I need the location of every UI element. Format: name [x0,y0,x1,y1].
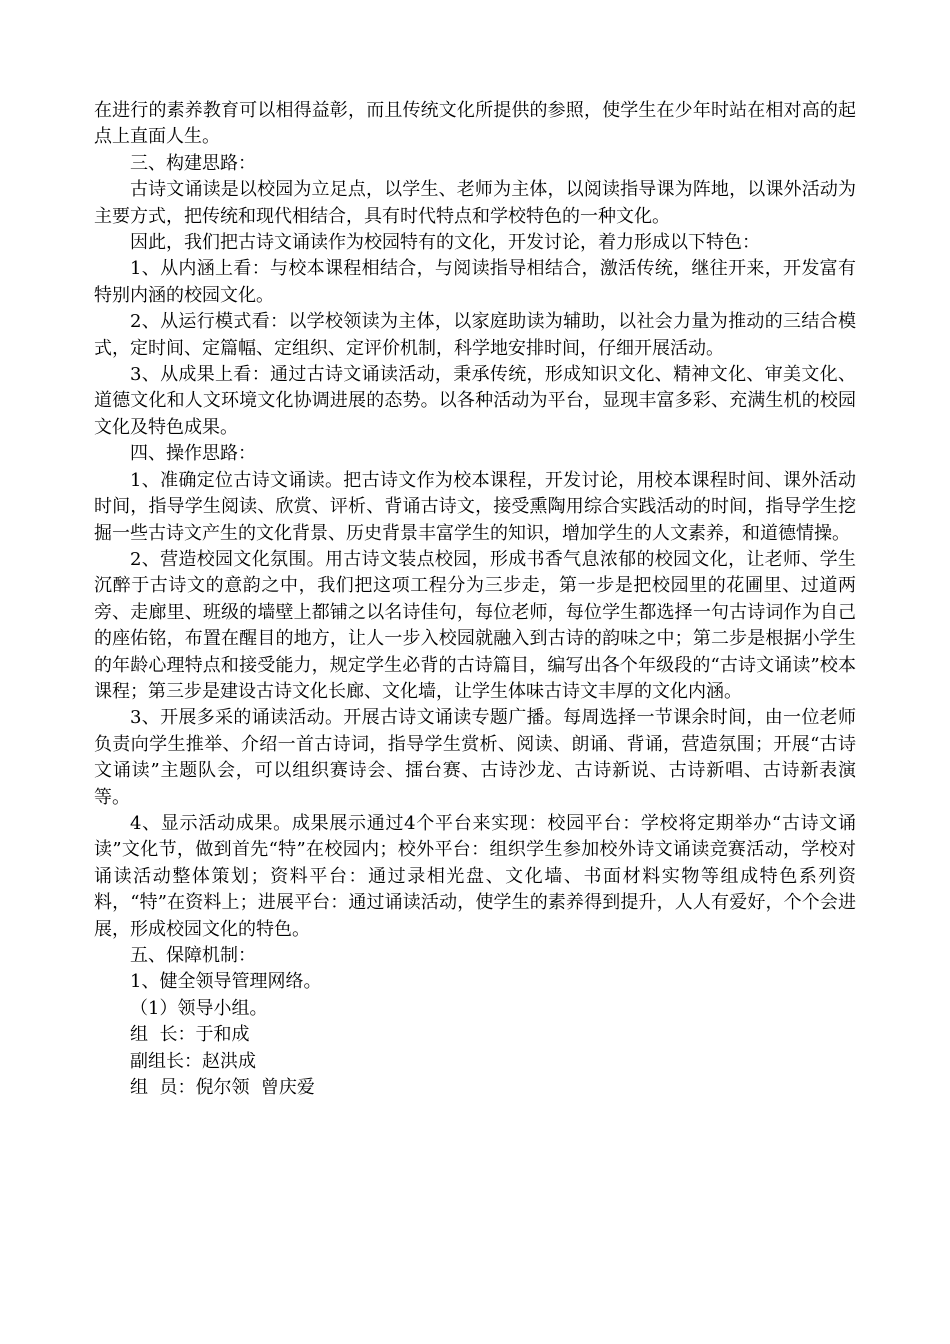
paragraph-recitation-definition: 古诗文诵读是以校园为立足点，以学生、老师为主体，以阅读指导课为阵地，以课外活动为主要方式，把传统和现代相结合，具有时代特点和学校特色的一种文化。 [94,179,856,227]
paragraph-feature-operation-mode: 2、从运行模式看：以学校领读为主体，以家庭助读为辅助，以社会力量为推动的三结合模式，定时间、定篇幅、定组织、定评价机制，科学地安排时间，仔细开展活动。 [94,311,856,359]
paragraph-feature-results: 3、从成果上看：通过古诗文诵读活动，秉承传统，形成知识文化、精神文化、审美文化、道德文化和人文环境文化协调进展的态势。以各种活动为平台，显现丰富多彩、充满生机的校园文化及特色成果。 [94,364,856,438]
line-group-leader: 组 长：于和成 [130,1024,250,1046]
paragraph-operation-results: 4、显示活动成果。成果展示通过4个平台来实现：校园平台：学校将定期举办“古诗文诵读”文化节，做到首先“特”在校园内；校外平台：组织学生参加校外诗文诵读竞赛活动，学校对诵读活动整体策划；资料平台：通过录相光盘、文化墙、书面材料实物等组成特色系列资料，“特”在资料上；进展平台：通过诵读活动，使学生的素养得到提升，人人有爱好，个个会进展，形成校园文化的特色。 [94,812,856,940]
paragraph-feature-connotation: 1、从内涵上看：与校本课程相结合，与阅读指导相结合，激活传统，继往开来，开发富有特别内涵的校园文化。 [94,258,856,306]
document-page [94,98,856,1101]
paragraph-leadership-network: 1、健全领导管理网络。 [130,971,322,993]
paragraph-operation-atmosphere: 2、营造校园文化氛围。用古诗文装点校园，形成书香气息浓郁的校园文化，让老师、学生沉醉于古诗文的意韵之中，我们把这项工程分为三步走，第一步是把校园里的花圃里、过道两旁、走廊里、班级的墙壁上都铺之以名诗佳句，每位老师，每位学生都选择一句古诗词作为自己的座佑铭，布置在醒目的地方，让人一步入校园就融入到古诗的韵味之中；第二步是根据小学生的年龄心理特点和接受能力，规定学生必背的古诗篇目，编写出各个年级段的“古诗文诵读”校本课程；第三步是建设古诗文化长廊、文化墙，让学生体味古诗文丰厚的文化内涵。 [94,548,856,702]
line-deputy-leader: 副组长：赵洪成 [130,1050,256,1072]
paragraph-therefore-features: 因此，我们把古诗文诵读作为校园特有的文化，开发讨论，着力形成以下特色： [130,232,760,254]
paragraph-leadership-group: （1）领导小组。 [130,997,268,1019]
heading-guarantee-mechanism: 五、保障机制： [130,945,256,966]
heading-operation-ideas: 四、操作思路： [130,443,256,465]
paragraph-intro-continuation: 在进行的素养教育可以相得益彰，而且传统文化所提供的参照，使学生在少年时站在相对高的起点上直面人生。 [94,100,856,148]
line-group-members: 组 员：倪尔领 曾庆爱 [130,1077,315,1099]
heading-construction-ideas: 三、构建思路： [130,152,256,174]
paragraph-operation-positioning: 1、准确定位古诗文诵读。把古诗文作为校本课程，开发讨论，用校本课程时间、课外活动时间，指导学生阅读、欣赏、评析、背诵古诗文，接受熏陶用综合实践活动的时间，指导学生挖掘一些古诗文产生的文化背景、历史背景丰富学生的知识，增加学生的人文素养，和道德情操。 [94,469,856,544]
paragraph-operation-activities: 3、开展多采的诵读活动。开展古诗文诵读专题广播。每周选择一节课余时间，由一位老师负责向学生推举、介绍一首古诗词，指导学生赏析、阅读、朗诵、背诵，营造氛围；开展“古诗文诵读”主题队会，可以组织赛诗会、擂台赛、古诗沙龙、古诗新说、古诗新唱、古诗新表演等。 [94,707,856,808]
